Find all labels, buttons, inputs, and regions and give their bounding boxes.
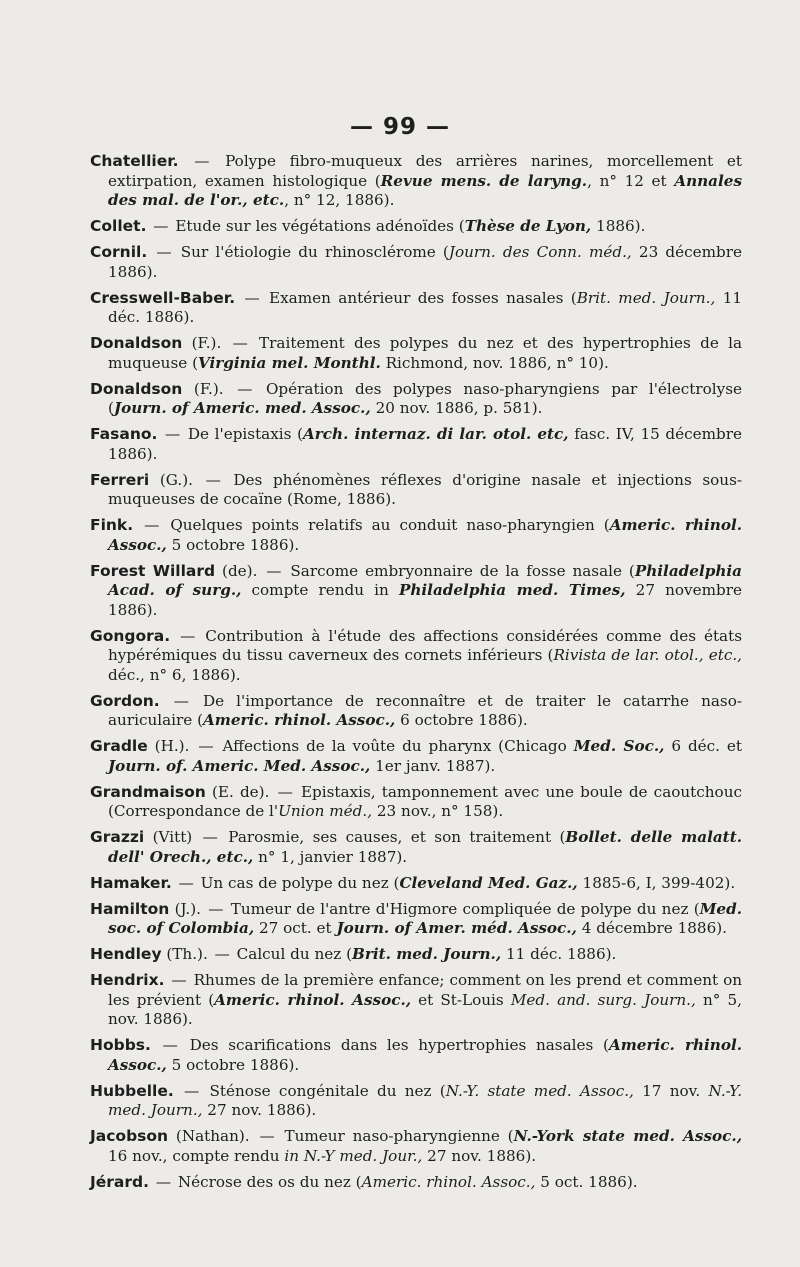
entry-text: Rhumes de la première enfance; comment on les prend et comment on les prévient (: [108, 971, 743, 1009]
entry-dash: —: [194, 470, 232, 489]
bibliography-entry: [90, 152, 742, 211]
entry-journal-title: N.-York state med. Assoc.,: [513, 1127, 742, 1145]
entry-dash: —: [271, 782, 299, 801]
entry-journal-title: Rivista de lar. otol., etc.,: [553, 646, 742, 664]
entry-dash: —: [166, 971, 192, 989]
entry-text: 23 nov., n° 158).: [372, 802, 504, 820]
entry-author: Gordon.: [90, 691, 160, 710]
bibliography-entry: [90, 945, 742, 965]
entry-text: 1885-6, I, 399-402).: [577, 873, 736, 892]
entry-dash: —: [148, 217, 174, 235]
entry-text: 27 novembre 1886).: [108, 581, 742, 619]
entry-text: compte rendu in: [241, 581, 399, 599]
entry-author: Gradle: [90, 737, 148, 755]
entry-initials: (E. de).: [205, 782, 270, 801]
entry-journal-title: Brit. med. Journ.,: [576, 288, 716, 307]
entry-text: Sténose congénitale du nez (: [209, 1081, 446, 1100]
entry-author: Collet.: [90, 217, 147, 235]
bibliography-entry: [90, 828, 742, 867]
entry-text: 11 déc. 1886).: [501, 945, 617, 963]
bibliography-entry: [90, 334, 742, 373]
entry-initials: (G.).: [149, 470, 193, 489]
entry-text: Sarcome embryonnaire de la fosse nasale (: [290, 561, 635, 580]
entry-text: 5 octobre 1886).: [166, 535, 300, 554]
entry-author: Gongora.: [90, 626, 171, 645]
entry-text: , n° 12, 1886).: [284, 191, 395, 209]
entry-initials: (de).: [215, 561, 258, 580]
entry-text: 1886).: [591, 217, 646, 235]
bibliography-entry: [90, 243, 742, 282]
bibliography-entry: [90, 471, 742, 510]
entry-journal-title: Union méd.,: [278, 802, 373, 820]
entry-text: , n° 12 et: [587, 171, 675, 190]
entry-dash: —: [225, 379, 264, 398]
entry-text: Opération des polypes naso-pharyngiens par l'électrolyse (: [108, 379, 742, 417]
entry-text: Des phénomènes réflexes d'origine nasale et injections sous-muqueuses de cocaïne (Rome, 1886).: [108, 470, 742, 508]
entry-text: Calcul du nez (: [236, 945, 353, 963]
entry-dash: —: [194, 828, 227, 846]
bibliography-entry: [90, 971, 742, 1030]
entry-journal-title: N.-Y. state med. Assoc.,: [445, 1081, 634, 1100]
entry-author: Hamaker.: [90, 873, 172, 892]
entry-author: Chatellier.: [90, 152, 179, 170]
entry-journal-title: Arch. internaz. di lar. otol. etc,: [303, 425, 569, 443]
entry-initials: (F.).: [182, 379, 224, 398]
entry-text: 5 oct. 1886).: [535, 1172, 638, 1191]
entry-journal-title: Philadelphia med. Times,: [398, 581, 626, 599]
entry-initials: (Th.).: [161, 945, 208, 963]
entry-text: n° 5, nov. 1886).: [108, 990, 742, 1028]
entry-journal-title: in N.-Y med. Jour.,: [284, 1146, 423, 1165]
entry-journal-title: Americ. rhinol. Assoc.,: [108, 1036, 743, 1074]
entry-text: 27 nov. 1886).: [422, 1146, 537, 1165]
entry-text: Contribution à l'étude des affections considérées comme des états hypérémiques du tissu caverneux des cornets inférieurs (: [108, 626, 743, 664]
bibliography-entry: [90, 562, 742, 621]
entry-text: fasc. IV, 15 décembre 1886).: [108, 425, 743, 463]
entry-journal-title: Med. Soc.,: [573, 737, 665, 755]
entry-dash: —: [209, 945, 235, 963]
entry-text: 27 oct. et: [254, 919, 337, 937]
entry-journal-title: Philadelphia Acad. of surg.,: [108, 561, 742, 599]
bibliography-entry: [90, 783, 742, 822]
entry-dash: —: [175, 1081, 208, 1100]
page-number: — 99 —: [349, 114, 451, 140]
entry-dash: —: [223, 334, 258, 352]
entry-author: Ferreri: [90, 470, 150, 489]
entry-journal-title: Journ. of Amer. méd. Assoc.,: [336, 919, 577, 937]
entry-journal-title: Americ. rhinol. Assoc.,: [108, 516, 743, 554]
entry-initials: (H.).: [147, 737, 190, 755]
entry-author: Hendrix.: [90, 971, 165, 989]
bibliography-entry: [90, 900, 742, 939]
entry-journal-title: Americ. rhinol. Assoc.,: [203, 711, 396, 729]
bibliography-entry: [90, 874, 742, 894]
entry-journal-title: Med. soc. of Colombia,: [108, 899, 743, 937]
entry-text: Affections de la voûte du pharynx (Chicago: [222, 737, 574, 755]
entry-dash: —: [161, 691, 201, 710]
entry-dash: —: [149, 243, 179, 261]
entry-text: 11 déc. 1886).: [108, 288, 743, 326]
entry-dash: —: [202, 899, 229, 918]
entry-journal-title: Bollet. delle malatt. dell' Orech., etc.,: [108, 828, 742, 866]
bibliography-entry: [90, 1127, 742, 1166]
entry-dash: —: [259, 561, 289, 580]
entry-initials: (Nathan).: [168, 1127, 250, 1145]
entry-text: Epistaxis, tamponnement avec une boule de caoutchouc (Correspondance de l': [108, 782, 742, 820]
entry-initials: (J.).: [169, 899, 201, 918]
entry-text: Examen antérieur des fosses nasales (: [269, 288, 577, 307]
entry-text: 16 nov., compte rendu: [108, 1146, 285, 1165]
entry-journal-title: Thèse de Lyon,: [464, 217, 592, 235]
entry-text: Etude sur les végétations adénoïdes (: [175, 217, 465, 235]
bibliography-entry: [90, 516, 742, 555]
entry-text: 5 octobre 1886).: [166, 1055, 300, 1074]
entry-dash: —: [191, 737, 221, 755]
bibliography-list: [90, 152, 742, 1199]
entry-author: Jacobson: [90, 1127, 169, 1145]
entry-dash: —: [172, 626, 204, 645]
entry-text: n° 1, janvier 1887).: [253, 847, 408, 866]
entry-text: Nécrose des os du nez (: [177, 1172, 362, 1191]
entry-text: déc., n° 6, 1886).: [108, 665, 241, 684]
entry-journal-title: Americ. rhinol. Assoc.,: [361, 1172, 536, 1191]
entry-text: 6 déc. et: [664, 737, 743, 755]
entry-text: De l'importance de reconnaître et de traiter le catarrhe naso-auriculaire (: [108, 691, 742, 729]
entry-journal-title: Journ. des Conn. méd.,: [448, 243, 632, 261]
bibliography-entry: [90, 425, 742, 464]
entry-text: 27 nov. 1886).: [202, 1101, 317, 1119]
entry-journal-title: Americ. rhinol. Assoc.,: [214, 990, 412, 1009]
entry-author: Donaldson: [90, 379, 183, 398]
entry-journal-title: Brit. med. Journ.,: [352, 945, 502, 963]
entry-dash: —: [237, 288, 268, 307]
bibliography-entry: [90, 1173, 742, 1193]
entry-text: 6 octobre 1886).: [395, 711, 528, 729]
entry-text: Polype fibro-muqueux des arrières narines, morcellement et extirpation, examen histologique (: [108, 152, 742, 190]
entry-author: Fasano.: [90, 425, 158, 443]
entry-journal-title: Journ. of Americ. med. Assoc.,: [113, 399, 371, 417]
entry-text: Des scarifications dans les hypertrophies nasales (: [189, 1036, 609, 1054]
entry-author: Forest Willard: [90, 561, 216, 580]
entry-text: 4 décembre 1886).: [576, 919, 727, 937]
entry-dash: —: [135, 516, 169, 534]
entry-text: 23 décembre 1886).: [108, 243, 743, 281]
entry-dash: —: [180, 152, 224, 170]
entry-dash: —: [251, 1127, 283, 1145]
bibliography-entry: [90, 1036, 742, 1075]
entry-text: et St-Louis: [411, 990, 511, 1009]
entry-dash: —: [152, 1036, 188, 1054]
bibliography-entry: [90, 692, 742, 731]
entry-author: Hobbs.: [90, 1036, 151, 1054]
entry-text: 20 nov. 1886, p. 581).: [370, 399, 543, 417]
entry-author: Hendley: [90, 945, 162, 963]
entry-text: Un cas de polype du nez (: [200, 873, 400, 892]
entry-journal-title: N.-Y. med. Journ.,: [108, 1081, 743, 1119]
entry-dash: —: [159, 425, 186, 443]
entry-journal-title: Journ. of. Americ. Med. Assoc.,: [108, 756, 371, 775]
entry-text: Quelques points relatifs au conduit naso-pharyngien (: [170, 516, 610, 534]
entry-dash: —: [173, 873, 199, 892]
entry-text: 1er janv. 1887).: [370, 756, 496, 775]
entry-author: Hamilton: [90, 899, 170, 918]
entry-text: Richmond, nov. 1886, n° 10).: [380, 353, 609, 372]
entry-journal-title: Med. and. surg. Journ.,: [510, 990, 696, 1009]
entry-author: Jérard.: [90, 1172, 150, 1191]
entry-author: Grazzi: [90, 828, 145, 846]
bibliography-entry: [90, 737, 742, 776]
entry-author: Cornil.: [90, 243, 148, 261]
entry-journal-title: Cleveland Med. Gaz.,: [399, 873, 578, 892]
entry-journal-title: Revue mens. de laryng.: [380, 171, 588, 190]
bibliography-entry: [90, 289, 742, 328]
entry-author: Fink.: [90, 516, 134, 534]
entry-text: Tumeur de l'antre d'Higmore compliquée de polype du nez (: [230, 899, 700, 918]
entry-journal-title: Virginia mel. Monthl.: [198, 353, 381, 372]
bibliography-entry: [90, 627, 742, 686]
bibliography-entry: [90, 1082, 742, 1121]
entry-text: De l'epistaxis (: [187, 425, 304, 443]
entry-journal-title: Annales des mal. de l'or., etc.: [108, 171, 743, 209]
entry-author: Donaldson: [90, 334, 183, 352]
entry-author: Hubbelle.: [90, 1081, 174, 1100]
entry-text: 17 nov.: [633, 1081, 709, 1100]
entry-initials: (Vitt): [144, 828, 193, 846]
entry-text: Tumeur naso-pharyngienne (: [284, 1127, 514, 1145]
bibliography-entry: [90, 217, 742, 237]
entry-initials: (F.).: [182, 334, 222, 352]
bibliography-entry: [90, 380, 742, 419]
entry-text: Traitement des polypes du nez et des hypertrophies de la muqueuse (: [108, 334, 743, 372]
entry-text: Sur l'étiologie du rhinosclérome (: [180, 243, 449, 261]
entry-dash: —: [151, 1172, 176, 1191]
entry-author: Cresswell-Baber.: [90, 288, 236, 307]
entry-author: Grandmaison: [90, 782, 206, 801]
entry-text: Parosmie, ses causes, et son traitement (: [228, 828, 566, 846]
